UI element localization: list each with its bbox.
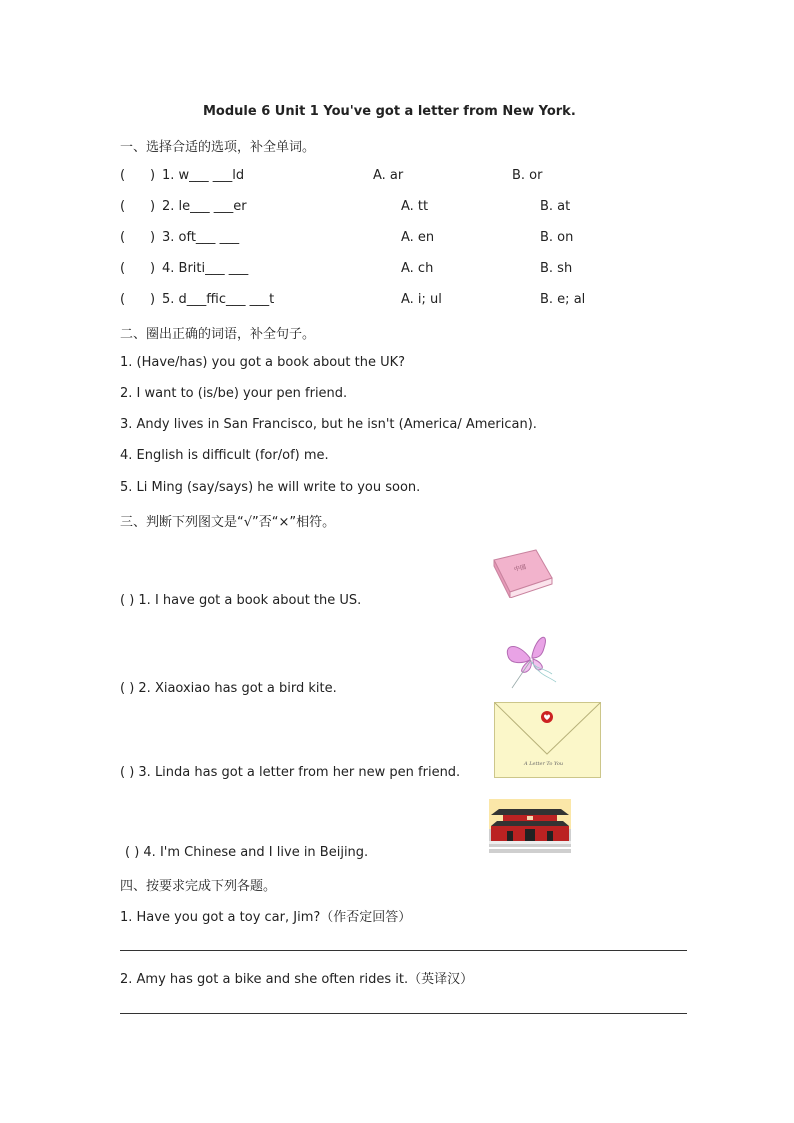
section3-item: ( ) 2. Xiaoxiao has got a bird kite. [120, 681, 337, 696]
question-text: 2. le___ ___er [162, 199, 247, 214]
tiananmen-image [489, 799, 571, 853]
answer-paren-close: ) [150, 261, 156, 276]
section4-heading: 四、按要求完成下列各题。 [120, 879, 277, 894]
answer-line [120, 1013, 687, 1014]
envelope-label: A Letter To You [524, 761, 564, 767]
section2-item: 2. I want to (is/be) your pen friend. [120, 386, 348, 401]
answer-line [120, 950, 687, 951]
answer-paren-open: ( [120, 261, 126, 276]
page-title: Module 6 Unit 1 You've got a letter from New York. [203, 104, 576, 119]
section2-item: 4. English is difficult (for/of) me. [120, 448, 329, 463]
answer-paren-close: ) [150, 230, 156, 245]
envelope-image [494, 702, 601, 778]
answer-paren-open: ( [120, 168, 126, 183]
option-a: A. i; ul [401, 292, 442, 307]
answer-paren-close: ) [150, 292, 156, 307]
section3-item: ( ) 3. Linda has got a letter from her new pen friend. [120, 765, 461, 780]
question-text: 3. oft___ ___ [162, 230, 240, 245]
section3-heading: 三、判断下列图文是“√”否“×”相符。 [120, 515, 336, 530]
option-a: A. tt [401, 199, 429, 214]
book-cover-label: 中国 [513, 563, 527, 574]
question-text: 5. d___ffic___ ___t [162, 292, 275, 307]
answer-paren-open: ( [120, 230, 126, 245]
section2-item: 1. (Have/has) you got a book about the UK? [120, 355, 406, 370]
section3-item: ( ) 4. I'm Chinese and I live in Beijing. [125, 845, 369, 860]
section4-item: 2. Amy has got a bike and she often rides it.（英译汉） [120, 972, 474, 987]
answer-paren-close: ) [150, 199, 156, 214]
option-b: B. or [512, 168, 543, 183]
option-b: B. at [540, 199, 571, 214]
butterfly-kite-image [500, 626, 564, 692]
section2-item: 3. Andy lives in San Francisco, but he isn't (America/ American). [120, 417, 537, 432]
section2-item: 5. Li Ming (say/says) he will write to you soon. [120, 480, 421, 495]
option-b: B. on [540, 230, 574, 245]
option-a: A. ar [373, 168, 404, 183]
option-b: B. sh [540, 261, 573, 276]
answer-paren-open: ( [120, 292, 126, 307]
section2-heading: 二、圈出正确的词语，补全句子。 [120, 327, 316, 342]
section4-item: 1. Have you got a toy car, Jim?（作否定回答） [120, 910, 412, 925]
book-image [490, 548, 556, 598]
option-b: B. e; al [540, 292, 586, 307]
answer-paren-close: ) [150, 168, 156, 183]
section3-item: ( ) 1. I have got a book about the US. [120, 593, 362, 608]
section1-heading: 一、选择合适的选项，补全单词。 [120, 140, 316, 155]
option-a: A. ch [401, 261, 434, 276]
question-text: 4. Briti___ ___ [162, 261, 249, 276]
option-a: A. en [401, 230, 435, 245]
answer-paren-open: ( [120, 199, 126, 214]
question-text: 1. w___ ___ld [162, 168, 245, 183]
